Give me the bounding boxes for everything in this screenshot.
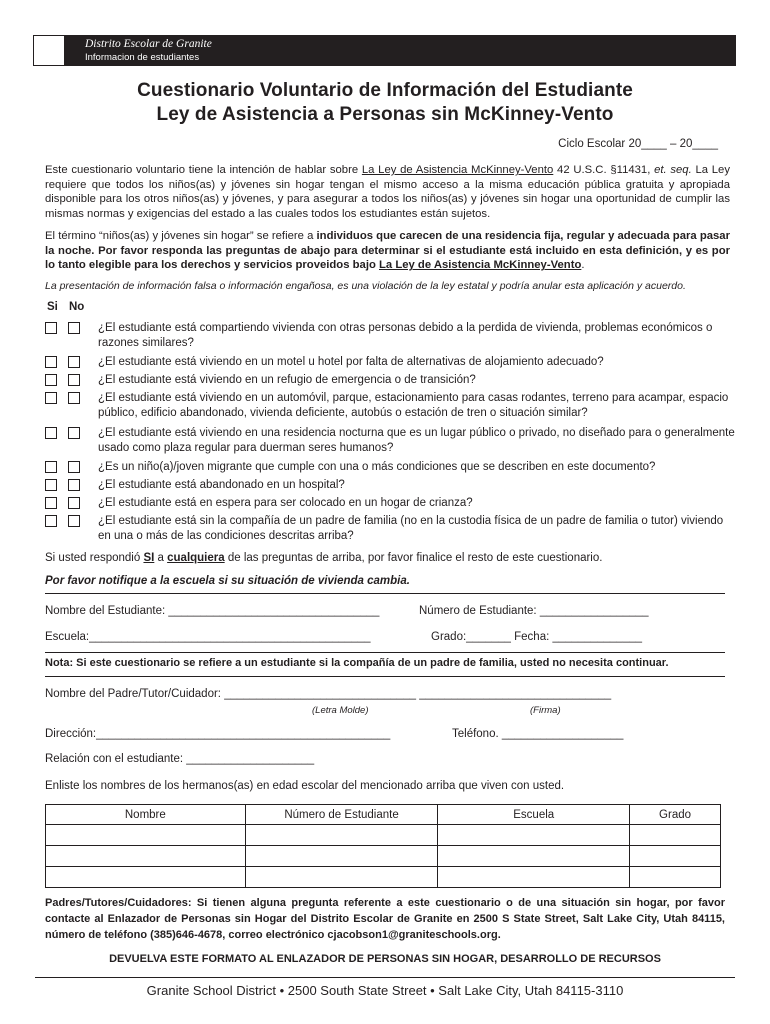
table-header-row bbox=[46, 805, 721, 825]
table-row bbox=[46, 846, 721, 867]
no-checkbox[interactable] bbox=[68, 497, 80, 509]
header-logo-box bbox=[33, 35, 65, 66]
table-cell[interactable] bbox=[46, 846, 246, 867]
signature-label: (Firma) bbox=[530, 705, 561, 716]
yes-checkbox[interactable] bbox=[45, 356, 57, 368]
question-text: ¿Es un niño(a)/joven migrante que cumple con una o más condiciones que se describen en este documento? bbox=[98, 461, 656, 473]
divider bbox=[45, 593, 725, 594]
question-text: ¿El estudiante está viviendo en un motel u hotel por falta de alternativas de alojamiento adecuado? bbox=[98, 356, 604, 368]
no-checkbox[interactable] bbox=[68, 392, 80, 404]
column-header: Nombre bbox=[46, 805, 246, 825]
no-checkbox[interactable] bbox=[68, 515, 80, 527]
no-checkbox[interactable] bbox=[68, 461, 80, 473]
intro-text-c: La Ley requiere que todos los niños(as) y jóvenes sin hogar tengan el mismo acceso a la misma educación pública gratuita y apropiada disponible para los otros niños(as) y jóvenes, y para asegurar a todos los niños(as) y jóvenes sin hogar una oportunidad de cumplir las mismas normas y exigencias del estado a las cuales todos los estudiantes están sujetos. bbox=[45, 164, 730, 221]
yes-checkbox[interactable] bbox=[45, 515, 57, 527]
mckinney-vento-link[interactable]: La Ley de Asistencia McKinney-Vento bbox=[361, 164, 554, 176]
definition-text-b: individuos que carecen de una residencia fija, regular y adecuada para pasar la noche. Por favor responda las preguntas de abajo para determinar si el estudiante está incluido en esta definición, y es por lo tanto elegible para los derechos y servicios proveidos bajo bbox=[45, 230, 730, 272]
question-text: ¿El estudiante está sin la compañía de un padre de familia (no en la custodia física de un padre de familia o tutor) viviendo en una o más de las condiciones descritas arriba? bbox=[98, 515, 724, 542]
address-field[interactable]: Dirección:______________________________________________ bbox=[45, 728, 391, 740]
page-title: Cuestionario Voluntario de Información del Estudiante bbox=[137, 80, 633, 101]
yes-column-label: Si bbox=[47, 301, 58, 313]
school-field[interactable]: Escuela:____________________________________________ bbox=[45, 631, 371, 643]
question-text: ¿El estudiante está abandonado en un hospital? bbox=[98, 479, 345, 491]
parent-note: Nota: Si este cuestionario se refiere a un estudiante si la compañía de un padre de familia, usted no necesita continuar. bbox=[45, 657, 669, 669]
table-cell[interactable] bbox=[630, 867, 721, 888]
table-cell[interactable] bbox=[438, 846, 630, 867]
question-text: ¿El estudiante está viviendo en un automóvil, parque, estacionamiento para casas rodantes, terreno para acampar, espacio público, edificio abandonado, vivienda deficiente, autobús o estación de tren o situación similar? bbox=[98, 392, 729, 419]
definition-text-a: El término “niños(as) y jóvenes sin hogar” se refiere a bbox=[45, 230, 317, 242]
intro-text-b: 42 U.S.C. §11431, bbox=[553, 164, 655, 176]
table-cell[interactable] bbox=[245, 846, 438, 867]
page-subtitle: Ley de Asistencia a Personas sin McKinney-Vento bbox=[156, 104, 614, 125]
contact-info: Padres/Tutores/Cuidadores: Si tienen alguna pregunta referente a este cuestionario o de una situación sin hogar, por favor contacte al Enlazador de Personas sin Hogar del Distrito Escolar de Granite en 2500 S State Street, Salt Lake City, Utah 84115, número de teléfono (385)646-4678, correo electrónico cjacobson1@graniteschools.org. bbox=[45, 897, 725, 941]
student-number-field[interactable]: Número de Estudiante: _________________ bbox=[419, 605, 649, 617]
table-cell[interactable] bbox=[438, 825, 630, 846]
table-cell[interactable] bbox=[46, 825, 246, 846]
column-header: Grado bbox=[630, 805, 721, 825]
table-cell[interactable] bbox=[630, 846, 721, 867]
phone-field[interactable]: Teléfono. ___________________ bbox=[452, 728, 624, 740]
table-cell[interactable] bbox=[245, 825, 438, 846]
footer-divider bbox=[35, 977, 735, 978]
no-column-label: No bbox=[69, 301, 85, 313]
yes-checkbox[interactable] bbox=[45, 461, 57, 473]
student-name-field[interactable]: Nombre del Estudiante: _________________________________ bbox=[45, 605, 380, 617]
divider bbox=[45, 676, 725, 677]
header-subtitle: Informacion de estudiantes bbox=[85, 52, 200, 63]
return-instruction: DEVUELVA ESTE FORMATO AL ENLAZADOR DE PERSONAS SIN HOGAR, DESARROLLO DE RECURSOS bbox=[109, 953, 661, 965]
false-info-warning: La presentación de información falsa o información engañosa, es una violación de la ley estatal y podría anular esta aplicación y acuerdo. bbox=[45, 280, 686, 292]
finalize-cualquiera: cualquiera bbox=[167, 552, 225, 564]
divider bbox=[45, 652, 725, 653]
no-checkbox[interactable] bbox=[68, 322, 80, 334]
district-name: Distrito Escolar de Granite bbox=[85, 38, 212, 50]
mckinney-vento-link-2[interactable]: La Ley de Asistencia McKinney-Vento bbox=[379, 259, 582, 272]
definition-end: . bbox=[581, 259, 585, 272]
yes-checkbox[interactable] bbox=[45, 322, 57, 334]
table-cell[interactable] bbox=[438, 867, 630, 888]
finalize-si: SI bbox=[143, 552, 155, 564]
table-row bbox=[46, 867, 721, 888]
grade-date-field[interactable]: Grado:_______ Fecha: ______________ bbox=[431, 631, 643, 643]
notify-school-note: Por favor notifique a la escuela si su situación de vivienda cambia. bbox=[45, 575, 410, 587]
intro-text-a: Este cuestionario voluntario tiene la intención de hablar sobre bbox=[45, 164, 362, 176]
yes-checkbox[interactable] bbox=[45, 374, 57, 386]
question-text: ¿El estudiante está viviendo en una residencia nocturna que es un lugar público o privado, no diseñado para o generalmente usado como plaza regular para duerman seres humanos? bbox=[98, 427, 735, 454]
footer-address: Granite School District • 2500 South State Street • Salt Lake City, Utah 84115-3110 bbox=[146, 983, 624, 998]
yes-checkbox[interactable] bbox=[45, 392, 57, 404]
column-header: Número de Estudiante bbox=[245, 805, 438, 825]
table-cell[interactable] bbox=[245, 867, 438, 888]
yes-checkbox[interactable] bbox=[45, 497, 57, 509]
finalize-instruction bbox=[45, 552, 602, 564]
relation-field[interactable]: Relación con el estudiante: ____________________ bbox=[45, 753, 315, 765]
no-checkbox[interactable] bbox=[68, 427, 80, 439]
no-checkbox[interactable] bbox=[68, 479, 80, 491]
school-year-field[interactable]: Ciclo Escolar 20____ – 20____ bbox=[558, 138, 718, 150]
parent-name-field[interactable]: Nombre del Padre/Tutor/Cuidador: ______________________________ ______________________________ bbox=[45, 688, 612, 700]
print-name-label: (Letra Molde) bbox=[312, 705, 369, 716]
finalize-text-b: a bbox=[154, 552, 168, 564]
table-cell[interactable] bbox=[46, 867, 246, 888]
question-text: ¿El estudiante está viviendo en un refugio de emergencia o de transición? bbox=[98, 374, 476, 386]
intro-etseq: et. seq. bbox=[654, 164, 692, 176]
yes-checkbox[interactable] bbox=[45, 427, 57, 439]
column-header: Escuela bbox=[438, 805, 630, 825]
finalize-text-c: de las preguntas de arriba, por favor finalice el resto de este cuestionario. bbox=[224, 552, 603, 564]
question-text: ¿El estudiante está compartiendo vivienda con otras personas debido a la perdida de vivienda, problemas económicos o razones similares? bbox=[98, 322, 713, 349]
table-row bbox=[46, 825, 721, 846]
intro-paragraph bbox=[45, 163, 730, 222]
no-checkbox[interactable] bbox=[68, 356, 80, 368]
question-row bbox=[45, 321, 735, 351]
siblings-prompt: Enliste los nombres de los hermanos(as) en edad escolar del mencionado arriba que viven con usted. bbox=[45, 780, 565, 792]
table-cell[interactable] bbox=[630, 825, 721, 846]
definition-paragraph bbox=[45, 229, 730, 273]
yes-checkbox[interactable] bbox=[45, 479, 57, 491]
question-text: ¿El estudiante está en espera para ser colocado en un hogar de crianza? bbox=[98, 497, 473, 509]
no-checkbox[interactable] bbox=[68, 374, 80, 386]
siblings-table bbox=[45, 804, 721, 888]
finalize-text-a: Si usted respondió bbox=[45, 552, 144, 564]
